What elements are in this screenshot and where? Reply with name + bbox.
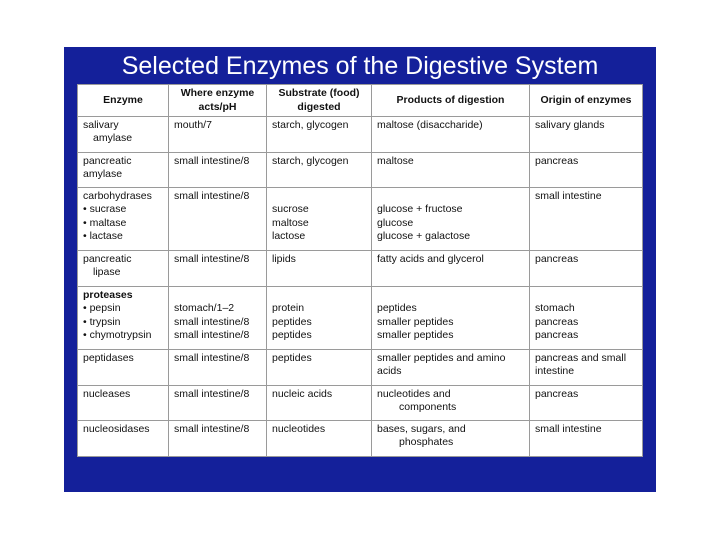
enzyme-line: pancreatic [83,155,132,167]
enzyme-cell [78,287,169,350]
where-cell: small intestine/8 [169,421,267,457]
product-item: smaller peptides [377,315,454,328]
substrate-cell [267,188,372,251]
products-cell [372,386,530,421]
product-item: glucose + fructose [377,203,463,216]
where-cell: small intestine/8 [169,153,267,188]
enzyme-cell [78,117,169,153]
enzyme-table [77,84,643,457]
enzyme-item: • lactase [83,230,123,243]
substrate-cell [267,287,372,350]
where-cell: small intestine/8 [169,251,267,287]
origin-item: pancreas [535,329,579,342]
substrate-item: protein [272,302,305,315]
substrate-item: peptides [272,329,312,342]
where-cell: small intestine/8 [169,350,267,386]
product-line: acids [377,365,402,378]
products-cell: maltose [372,153,530,188]
substrate-item: peptides [272,315,312,328]
substrate-item: lactose [272,230,306,243]
substrate-item: sucrose [272,203,309,216]
product-line: nucleotides and [377,388,451,400]
slide-title: Selected Enzymes of the Digestive System [121,52,599,80]
products-cell: fatty acids and glycerol [372,251,530,287]
table-row [78,350,643,386]
table-row [78,251,643,287]
product-item: peptides [377,302,417,315]
substrate-cell: starch, glycogen [267,117,372,153]
table-row [78,117,643,153]
origin-line: intestine [535,365,575,378]
product-item: glucose + galactose [377,230,471,243]
enzyme-cell [78,153,169,188]
table-row [78,287,643,350]
products-cell [372,188,530,251]
product-line: components [399,401,457,414]
where-cell [169,287,267,350]
enzyme-item: • chymotrypsin [83,329,152,342]
header-row [78,85,643,117]
product-line: bases, sugars, and [377,423,466,435]
enzyme-group: carbohydrases [83,190,152,202]
enzyme-line: pancreatic [83,253,132,265]
products-cell: maltose (disaccharide) [372,117,530,153]
product-item: glucose [377,216,414,229]
table-row [78,421,643,457]
enzyme-cell: nucleases [78,386,169,421]
substrate-cell: lipids [267,251,372,287]
slide [64,47,656,492]
header-origin: Origin of enzymes [530,85,643,117]
table-row [78,153,643,188]
where-item: small intestine/8 [174,329,250,342]
where-item: stomach/1–2 [174,302,235,315]
substrate-cell: starch, glycogen [267,153,372,188]
header-where [169,85,267,117]
table-row [78,386,643,421]
products-cell [372,350,530,386]
products-cell [372,287,530,350]
product-item: smaller peptides [377,329,454,342]
header-where-line1: Where enzyme [180,87,255,100]
enzyme-item: • pepsin [83,302,121,315]
header-substrate-line1: Substrate (food) [278,87,360,100]
origin-item: pancreas [535,315,579,328]
where-cell: small intestine/8 [169,188,267,251]
enzyme-item: • sucrase [83,203,127,216]
origin-line: pancreas and small [535,352,627,364]
origin-cell: pancreas [530,386,643,421]
header-products: Products of digestion [372,85,530,117]
enzyme-cell [78,188,169,251]
origin-cell [530,287,643,350]
substrate-item: maltose [272,216,309,229]
origin-item: stomach [535,302,575,315]
product-line: phosphates [399,436,454,449]
enzyme-cell: peptidases [78,350,169,386]
enzyme-cell [78,251,169,287]
substrate-cell: peptides [267,350,372,386]
header-where-line2: acts/pH [198,100,237,113]
origin-cell: pancreas [530,251,643,287]
where-item: small intestine/8 [174,315,250,328]
enzyme-line: amylase [83,168,123,181]
enzyme-line: amylase [93,132,133,145]
origin-cell [530,350,643,386]
header-substrate [267,85,372,117]
enzyme-line: lipase [93,266,121,279]
origin-cell: small intestine [530,421,643,457]
substrate-cell: nucleotides [267,421,372,457]
enzyme-cell: nucleosidases [78,421,169,457]
header-enzyme: Enzyme [78,85,169,117]
where-cell: small intestine/8 [169,386,267,421]
origin-cell: pancreas [530,153,643,188]
enzyme-item: • trypsin [83,315,121,328]
enzyme-line: salivary [83,119,119,131]
enzyme-item: • maltase [83,216,127,229]
where-cell: mouth/7 [169,117,267,153]
table-row [78,188,643,251]
products-cell [372,421,530,457]
origin-cell: small intestine [530,188,643,251]
header-substrate-line2: digested [297,100,341,113]
enzyme-group: proteases [83,289,133,301]
substrate-cell: nucleic acids [267,386,372,421]
origin-cell: salivary glands [530,117,643,153]
product-line: smaller peptides and amino [377,352,506,364]
